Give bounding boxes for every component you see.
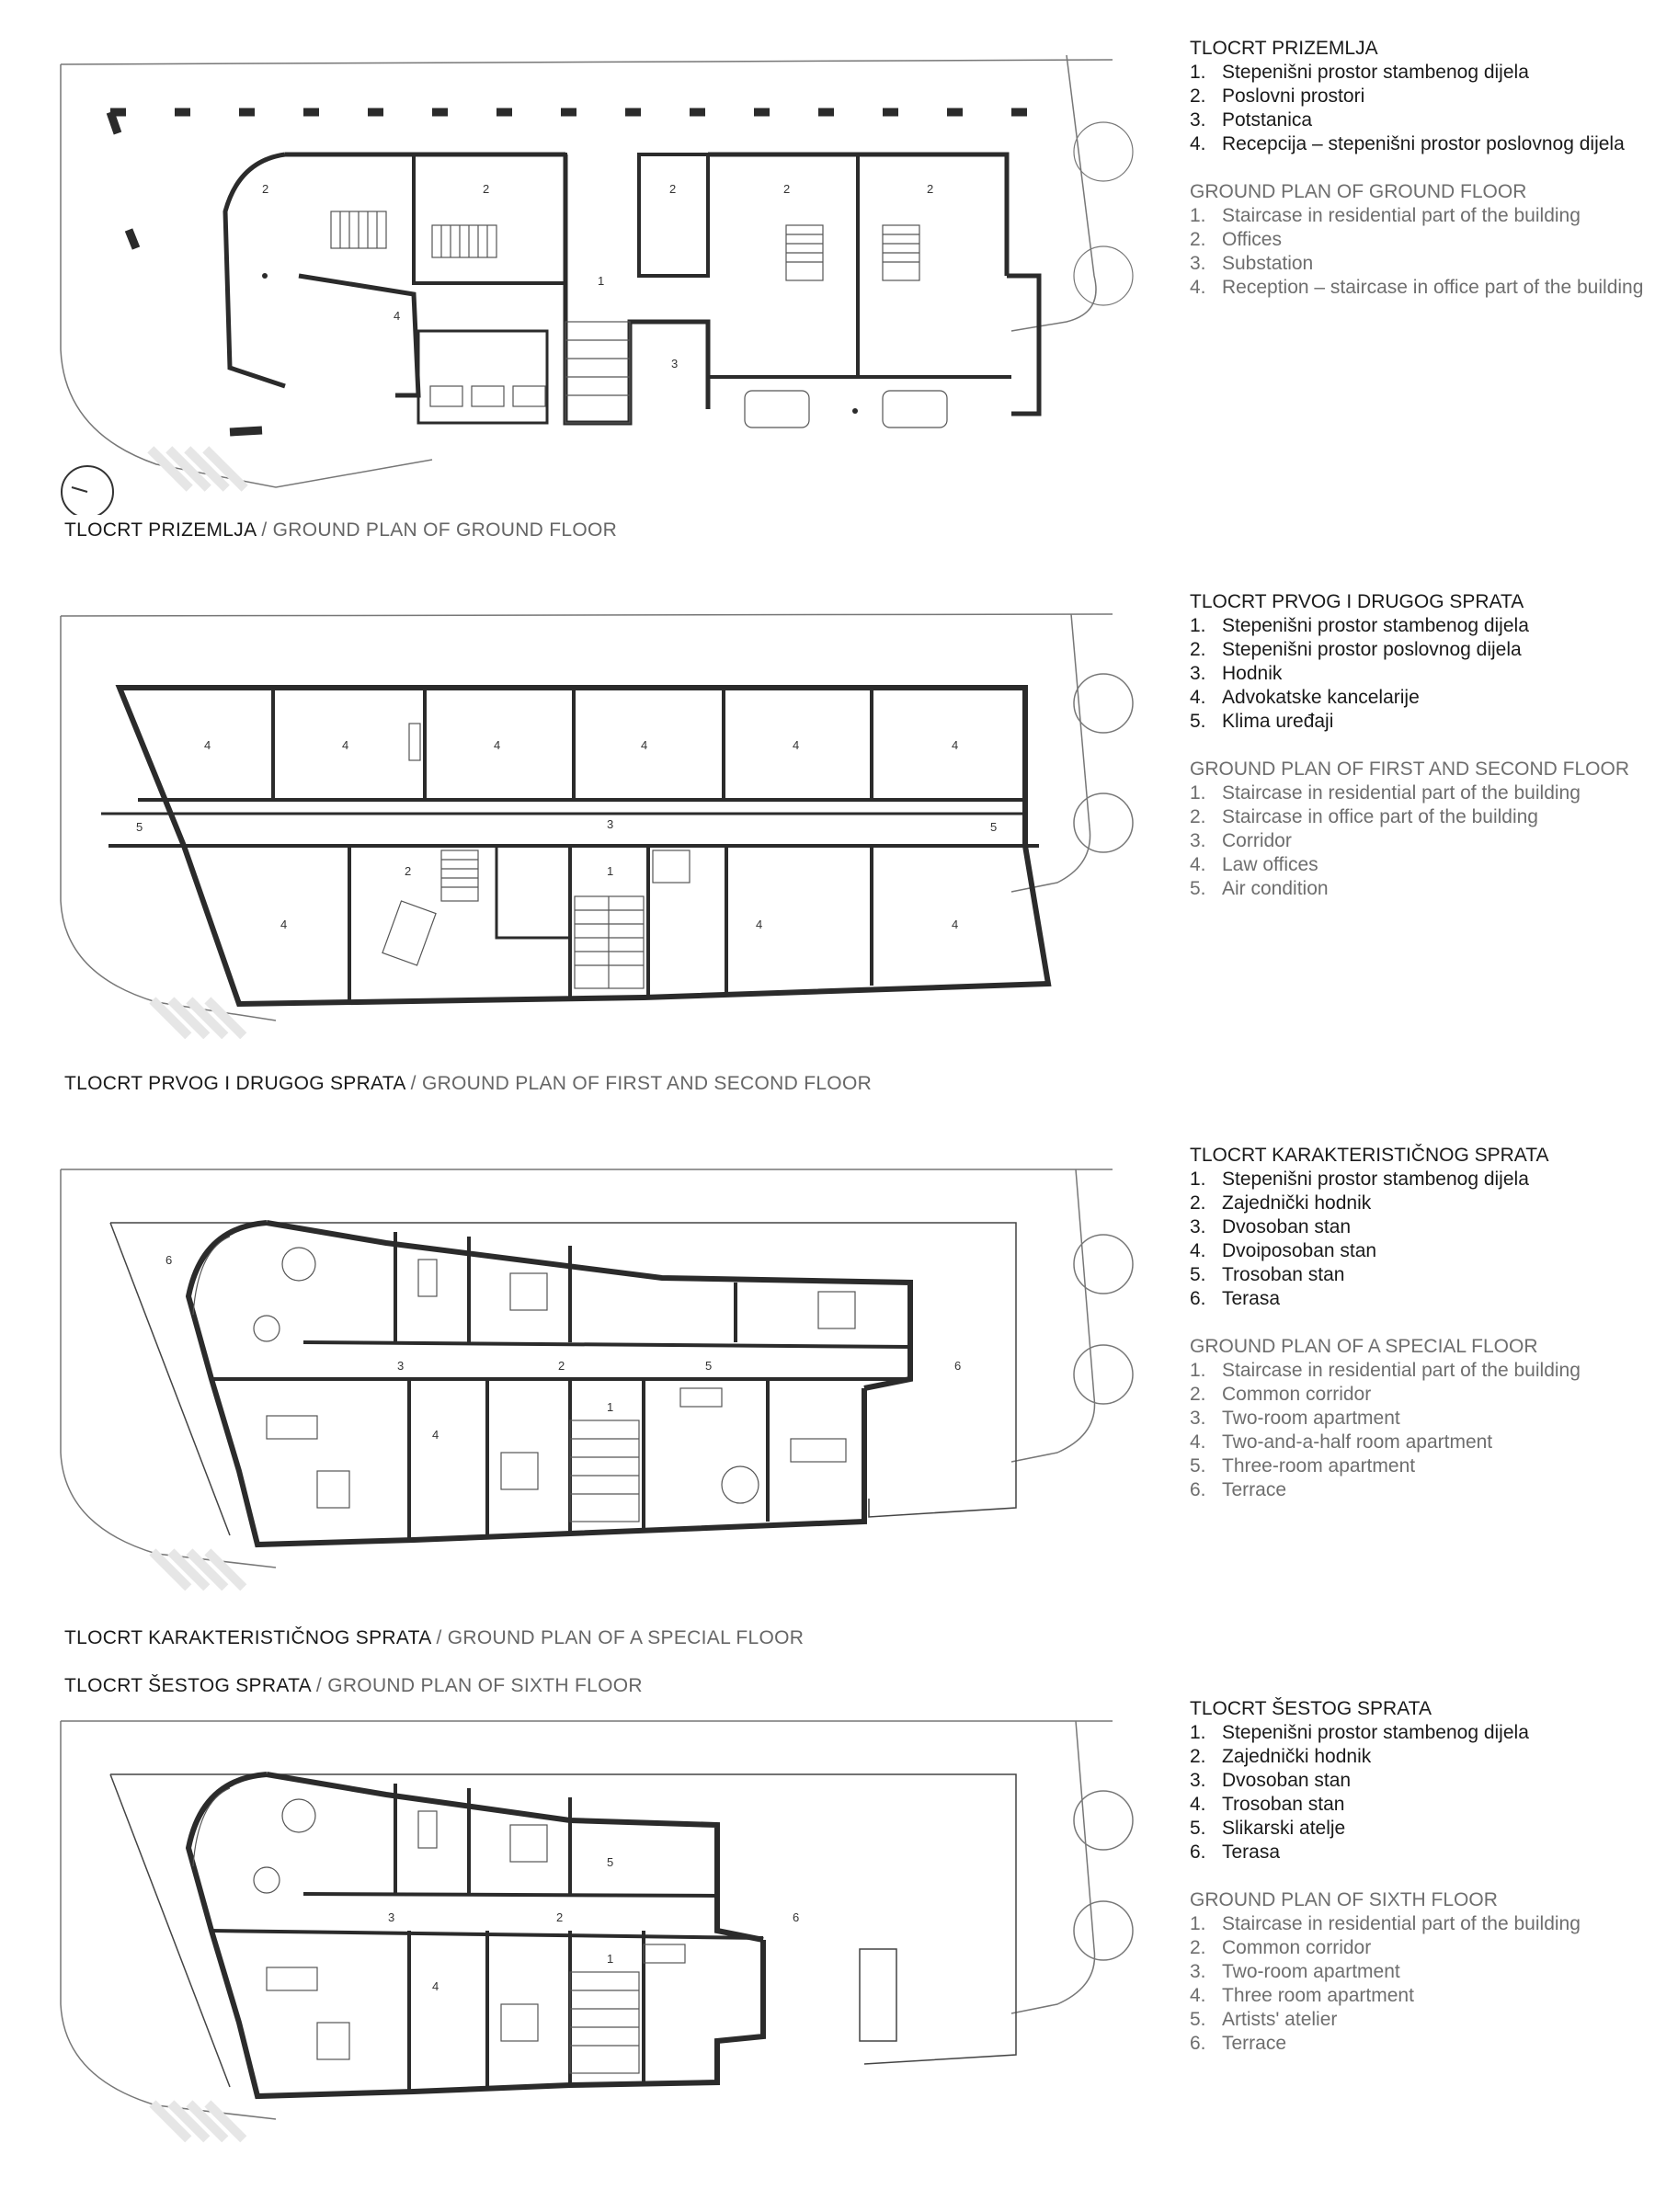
caption-sixth-floor [64, 1675, 643, 1697]
legend-item [1190, 228, 1655, 252]
caption-local: TLOCRT PRIZEMLJA [64, 519, 257, 541]
legend-title: TLOCRT KARAKTERISTIČNOG SPRATA [1190, 1145, 1549, 1166]
legend-item [1190, 1215, 1655, 1239]
legend-item [1190, 1359, 1655, 1383]
room-label: 3 [397, 1359, 405, 1373]
legend-num: 5. [1190, 1455, 1206, 1477]
legend-num: 3. [1190, 1961, 1206, 1982]
legend-num: 2. [1190, 1384, 1206, 1405]
legend-text: Three-room apartment [1222, 1455, 1416, 1477]
legend-item [1190, 61, 1655, 85]
room-label: 4 [342, 738, 349, 752]
caption-separator: / [430, 1627, 448, 1648]
legend-item [1190, 85, 1655, 108]
caption-local: TLOCRT PRVOG I DRUGOG SPRATA [64, 1073, 405, 1094]
legend-text: Staircase in residential part of the building [1222, 205, 1581, 226]
legend-text: Advokatske kancelarije [1222, 687, 1420, 708]
caption-ground-floor [64, 519, 617, 542]
legend-item [1190, 1192, 1655, 1215]
caption-separator: / [310, 1675, 328, 1696]
legend-text: Three room apartment [1222, 1985, 1414, 2006]
legend-num: 1. [1190, 1360, 1206, 1381]
caption-english: GROUND PLAN OF A SPECIAL FLOOR [447, 1627, 805, 1648]
legend-title-english: GROUND PLAN OF SIXTH FLOOR [1190, 1889, 1498, 1910]
legend-text: Offices [1222, 229, 1282, 250]
legend-text: Reception – staircase in office part of the building [1222, 277, 1644, 298]
legend-text: Terrace [1222, 1479, 1287, 1500]
first-second-floor-plan [0, 607, 1140, 1039]
legend-num: 3. [1190, 830, 1206, 851]
legend-num: 6. [1190, 1841, 1206, 1863]
legend-text: Two-room apartment [1222, 1408, 1400, 1429]
room-label: 1 [598, 274, 605, 288]
legend-num: 5. [1190, 1264, 1206, 1285]
special-floor-plan [0, 1158, 1140, 1600]
legend-item [1190, 2032, 1655, 2056]
legend-text: Stepenišni prostor stambenog dijela [1222, 615, 1529, 636]
legend-title: TLOCRT PRIZEMLJA [1190, 38, 1378, 59]
legend-item [1190, 1793, 1655, 1817]
legend-num: 1. [1190, 1169, 1206, 1190]
legend-text: Klima uređaji [1222, 711, 1334, 732]
legend-list-english [1190, 1359, 1655, 1502]
legend-text: Zajednički hodnik [1222, 1192, 1372, 1214]
legend-text: Corridor [1222, 830, 1292, 851]
legend-text: Artists' atelier [1222, 2009, 1338, 2030]
legend-text: Potstanica [1222, 109, 1313, 131]
legend-num: 3. [1190, 109, 1206, 131]
legend-text: Stepenišni prostor poslovnog dijela [1222, 639, 1522, 660]
room-label: 2 [262, 182, 269, 196]
legend-english-block [1190, 1888, 1655, 2056]
room-label: 2 [669, 182, 677, 196]
ground-floor-plan [0, 37, 1140, 515]
legend-text: Dvoiposoban stan [1222, 1240, 1377, 1261]
legend-item [1190, 1841, 1655, 1864]
caption-local: TLOCRT ŠESTOG SPRATA [64, 1675, 311, 1696]
legend-num: 4. [1190, 854, 1206, 875]
legend-item [1190, 204, 1655, 228]
legend-sixth-floor [1190, 1697, 1655, 2056]
room-label: 4 [641, 738, 648, 752]
legend-list [1190, 1168, 1655, 1311]
legend-item [1190, 877, 1655, 901]
legend-item [1190, 1431, 1655, 1454]
legend-item [1190, 829, 1655, 853]
legend-num: 4. [1190, 1431, 1206, 1453]
legend-item [1190, 1407, 1655, 1431]
caption-english: GROUND PLAN OF GROUND FLOOR [272, 519, 618, 541]
room-label: 2 [783, 182, 791, 196]
legend-text: Trosoban stan [1222, 1264, 1345, 1285]
legend-num: 5. [1190, 711, 1206, 732]
legend-text: Staircase in office part of the building [1222, 806, 1538, 827]
room-label: 4 [432, 1428, 439, 1442]
legend-num: 2. [1190, 1192, 1206, 1214]
legend-num: 4. [1190, 277, 1206, 298]
legend-num: 1. [1190, 62, 1206, 83]
room-label: 5 [990, 820, 998, 834]
legend-num: 1. [1190, 782, 1206, 804]
legend-item [1190, 1263, 1655, 1287]
legend-text: Law offices [1222, 854, 1318, 875]
legend-text: Staircase in residential part of the building [1222, 1913, 1581, 1934]
legend-text: Terasa [1222, 1841, 1281, 1863]
legend-num: 6. [1190, 2033, 1206, 2054]
room-label: 2 [927, 182, 934, 196]
legend-list [1190, 1721, 1655, 1864]
legend-item [1190, 1721, 1655, 1745]
room-label: 1 [607, 1952, 614, 1966]
legend-text: Substation [1222, 253, 1314, 274]
legend-num: 2. [1190, 1746, 1206, 1767]
legend-title: TLOCRT ŠESTOG SPRATA [1190, 1698, 1432, 1719]
room-label: 2 [405, 864, 412, 878]
legend-num: 2. [1190, 806, 1206, 827]
legend-list-english [1190, 1912, 1655, 2056]
legend-item [1190, 1912, 1655, 1936]
caption-special-floor [64, 1627, 804, 1649]
room-label: 4 [793, 738, 800, 752]
legend-text: Recepcija – stepenišni prostor poslovnog dijela [1222, 133, 1625, 154]
room-label: 5 [607, 1855, 614, 1869]
legend-english-block [1190, 1335, 1655, 1502]
legend-item [1190, 1454, 1655, 1478]
caption-local: TLOCRT KARAKTERISTIČNOG SPRATA [64, 1627, 431, 1648]
room-label: 6 [793, 1910, 800, 1924]
legend-num: 2. [1190, 1937, 1206, 1958]
room-label: 4 [394, 309, 401, 323]
legend-item [1190, 1168, 1655, 1192]
legend-num: 4. [1190, 1794, 1206, 1815]
sixth-floor-plan [0, 1710, 1140, 2188]
room-label: 2 [556, 1910, 564, 1924]
legend-special-floor [1190, 1144, 1655, 1502]
legend-text: Trosoban stan [1222, 1794, 1345, 1815]
legend-text: Common corridor [1222, 1384, 1372, 1405]
room-label: 1 [607, 864, 614, 878]
legend-english-block [1190, 180, 1655, 300]
legend-num: 1. [1190, 205, 1206, 226]
legend-list-english [1190, 204, 1655, 300]
legend-item [1190, 1960, 1655, 1984]
legend-item [1190, 108, 1655, 132]
room-label: 2 [483, 182, 490, 196]
legend-item [1190, 805, 1655, 829]
legend-text: Staircase in residential part of the building [1222, 1360, 1581, 1381]
legend-num: 1. [1190, 615, 1206, 636]
legend-item [1190, 1745, 1655, 1769]
legend-num: 1. [1190, 1913, 1206, 1934]
legend-num: 1. [1190, 1722, 1206, 1743]
legend-text: Stepenišni prostor stambenog dijela [1222, 62, 1529, 83]
legend-text: Slikarski atelje [1222, 1818, 1346, 1839]
legend-first-second-floor [1190, 590, 1655, 901]
legend-item [1190, 1383, 1655, 1407]
legend-num: 6. [1190, 1288, 1206, 1309]
room-label: 5 [136, 820, 143, 834]
legend-item [1190, 1984, 1655, 2008]
room-label: 4 [494, 738, 501, 752]
legend-num: 3. [1190, 253, 1206, 274]
legend-list-english [1190, 781, 1655, 901]
room-label: 3 [607, 817, 614, 831]
legend-text: Air condition [1222, 878, 1329, 899]
legend-num: 3. [1190, 1408, 1206, 1429]
legend-num: 3. [1190, 663, 1206, 684]
legend-list [1190, 614, 1655, 734]
room-label: 4 [952, 918, 959, 931]
legend-text: Stepenišni prostor stambenog dijela [1222, 1169, 1529, 1190]
room-label: 1 [607, 1400, 614, 1414]
legend-item [1190, 1478, 1655, 1502]
legend-text: Hodnik [1222, 663, 1283, 684]
room-label: 4 [756, 918, 763, 931]
legend-list [1190, 61, 1655, 156]
legend-item [1190, 1239, 1655, 1263]
legend-text: Zajednički hodnik [1222, 1746, 1372, 1767]
legend-item [1190, 710, 1655, 734]
legend-item [1190, 1817, 1655, 1841]
legend-text: Staircase in residential part of the building [1222, 782, 1581, 804]
room-label: 4 [204, 738, 211, 752]
legend-num: 2. [1190, 86, 1206, 107]
legend-item [1190, 1769, 1655, 1793]
room-label: 6 [166, 1253, 173, 1267]
legend-num: 5. [1190, 878, 1206, 899]
legend-num: 4. [1190, 687, 1206, 708]
caption-separator: / [256, 519, 273, 541]
room-label: 2 [558, 1359, 565, 1373]
legend-title-english: GROUND PLAN OF GROUND FLOOR [1190, 181, 1527, 202]
legend-item [1190, 638, 1655, 662]
legend-title: TLOCRT PRVOG I DRUGOG SPRATA [1190, 591, 1524, 612]
legend-text: Terrace [1222, 2033, 1287, 2054]
legend-num: 5. [1190, 1818, 1206, 1839]
legend-num: 6. [1190, 1479, 1206, 1500]
caption-english: GROUND PLAN OF FIRST AND SECOND FLOOR [421, 1073, 873, 1094]
legend-num: 2. [1190, 229, 1206, 250]
legend-text: Stepenišni prostor stambenog dijela [1222, 1722, 1529, 1743]
legend-title-english: GROUND PLAN OF FIRST AND SECOND FLOOR [1190, 758, 1630, 780]
legend-num: 4. [1190, 1985, 1206, 2006]
legend-text: Two-and-a-half room apartment [1222, 1431, 1493, 1453]
legend-item [1190, 662, 1655, 686]
legend-num: 2. [1190, 639, 1206, 660]
room-label: 6 [954, 1359, 962, 1373]
caption-first-second-floor [64, 1073, 872, 1095]
legend-item [1190, 614, 1655, 638]
legend-ground-floor [1190, 37, 1655, 300]
legend-item [1190, 276, 1655, 300]
legend-item [1190, 2008, 1655, 2032]
room-label: 3 [388, 1910, 395, 1924]
legend-num: 4. [1190, 133, 1206, 154]
legend-item [1190, 132, 1655, 156]
room-label: 3 [671, 357, 679, 371]
legend-text: Dvosoban stan [1222, 1216, 1352, 1237]
legend-text: Dvosoban stan [1222, 1770, 1352, 1791]
caption-english: GROUND PLAN OF SIXTH FLOOR [327, 1675, 643, 1696]
legend-num: 3. [1190, 1216, 1206, 1237]
room-label: 4 [432, 1979, 439, 1993]
legend-item [1190, 1936, 1655, 1960]
legend-text: Terasa [1222, 1288, 1281, 1309]
legend-num: 5. [1190, 2009, 1206, 2030]
caption-separator: / [405, 1073, 422, 1094]
legend-item [1190, 686, 1655, 710]
legend-item [1190, 1287, 1655, 1311]
room-label: 4 [280, 918, 288, 931]
legend-text: Two-room apartment [1222, 1961, 1400, 1982]
legend-num: 4. [1190, 1240, 1206, 1261]
legend-item [1190, 853, 1655, 877]
legend-num: 3. [1190, 1770, 1206, 1791]
legend-text: Poslovni prostori [1222, 86, 1365, 107]
legend-text: Common corridor [1222, 1937, 1372, 1958]
legend-item [1190, 252, 1655, 276]
legend-title-english: GROUND PLAN OF A SPECIAL FLOOR [1190, 1336, 1538, 1357]
legend-english-block [1190, 758, 1655, 901]
room-label: 4 [952, 738, 959, 752]
legend-item [1190, 781, 1655, 805]
room-label: 5 [705, 1359, 713, 1373]
